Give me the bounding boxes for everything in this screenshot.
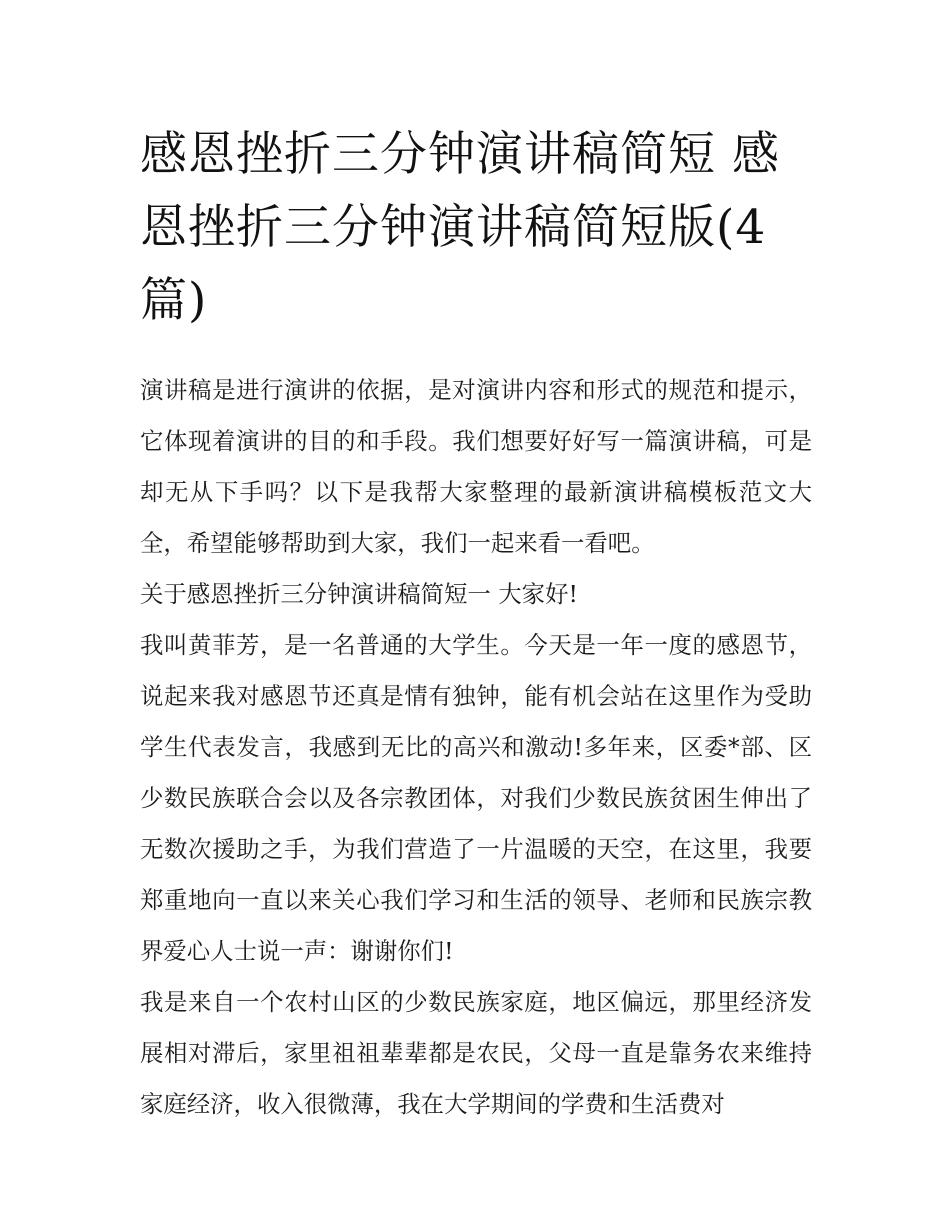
body-paragraph: 我叫黄菲芳，是一名普通的大学生。今天是一年一度的感恩节，说起来我对感恩节还真是情有独钟，能有机会站在这里作为受助学生代表发言，我感到无比的高兴和激动!多年来，区委*部、区少数民族联合会以及各宗教团体，对我们少数民族贫困生伸出了无数次援助之手，为我们营造了一片温暖的天空，在这里，我要郑重地向一直以来关心我们学习和生活的领导、老师和民族宗教界爱心人士说一声：谢谢你们!: [140, 631, 812, 965]
intro-paragraph: 演讲稿是进行演讲的依据，是对演讲内容和形式的规范和提示，它体现着演讲的目的和手段。我们想要好好写一篇演讲稿，可是却无从下手吗？以下是我帮大家整理的最新演讲稿模板范文大全，希望能够帮助到大家，我们一起来看一看吧。: [140, 376, 812, 557]
section-heading-paragraph: 关于感恩挫折三分钟演讲稿简短一 大家好!: [140, 580, 578, 608]
document-body: [140, 365, 812, 1130]
document-title: 感恩挫折三分钟演讲稿简短 感恩挫折三分钟演讲稿简短版(4篇): [140, 127, 780, 328]
body-paragraph: 我是来自一个农村山区的少数民族家庭，地区偏远，那里经济发展相对滞后，家里祖祖辈辈都是农民，父母一直是靠务农来维持家庭经济，收入很微薄，我在大学期间的学费和生活费对: [140, 988, 812, 1118]
document-page: [140, 118, 812, 1130]
